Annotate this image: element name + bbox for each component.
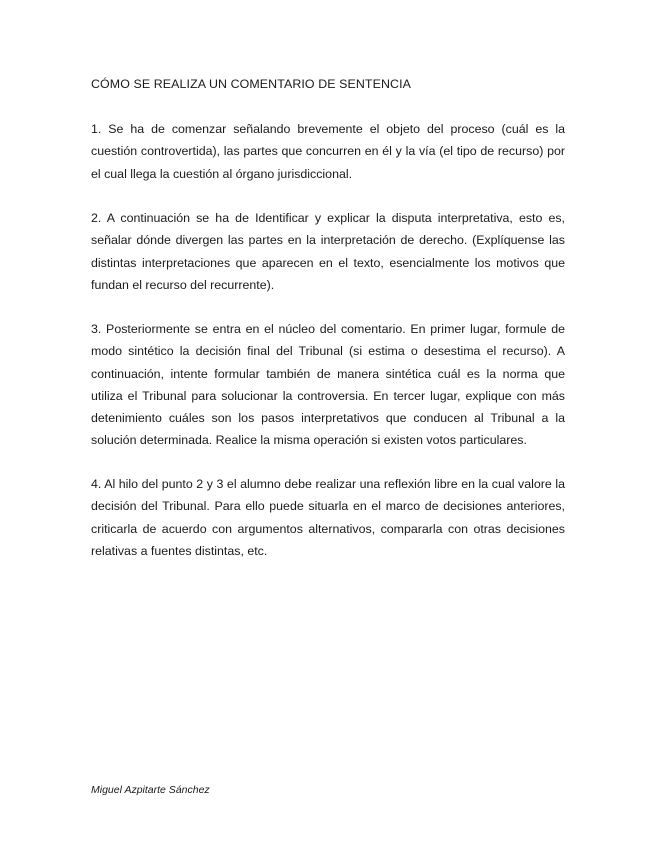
paragraph-step-1: 1. Se ha de comenzar señalando brevemente el objeto del proceso (cuál es la cuestión controvertida), las partes que concurren en él y la vía (el tipo de recurso) por el cual llega la cuestión al órgano jurisdiccional.: [91, 122, 565, 181]
paragraph-step-2: 2. A continuación se ha de Identificar y explicar la disputa interpretativa, esto es, señalar dónde divergen las partes en la interpretación de derecho. (Explíquense las distintas interpretaciones que aparecen en el texto, esencialmente los motivos que fundan el recurso del recurrente).: [91, 211, 565, 292]
document-title: CÓMO SE REALIZA UN COMENTARIO DE SENTENCIA: [91, 77, 411, 91]
paragraph-step-4: 4. Al hilo del punto 2 y 3 el alumno debe realizar una reflexión libre en la cual valore la decisión del Tribunal. Para ello puede situarla en el marco de decisiones anteriores, criticarla de acuerdo con argumentos alternativos, compararla con otras decisiones relativas a fuentes distintas, etc.: [91, 477, 565, 558]
footer-author: Miguel Azpitarte Sánchez: [91, 784, 210, 796]
paragraph-step-3: 3. Posteriormente se entra en el núcleo del comentario. En primer lugar, formule de modo sintético la decisión final del Tribunal (si estima o desestima el recurso). A continuación, intente formular también de manera sintética cuál es la norma que utiliza el Tribunal para solucionar la controversia. En tercer lugar, explique con más detenimiento cuáles son los pasos interpretativos que conducen al Tribunal a la solución determinada. Realice la misma operación si existen votos particulares.: [91, 322, 565, 448]
